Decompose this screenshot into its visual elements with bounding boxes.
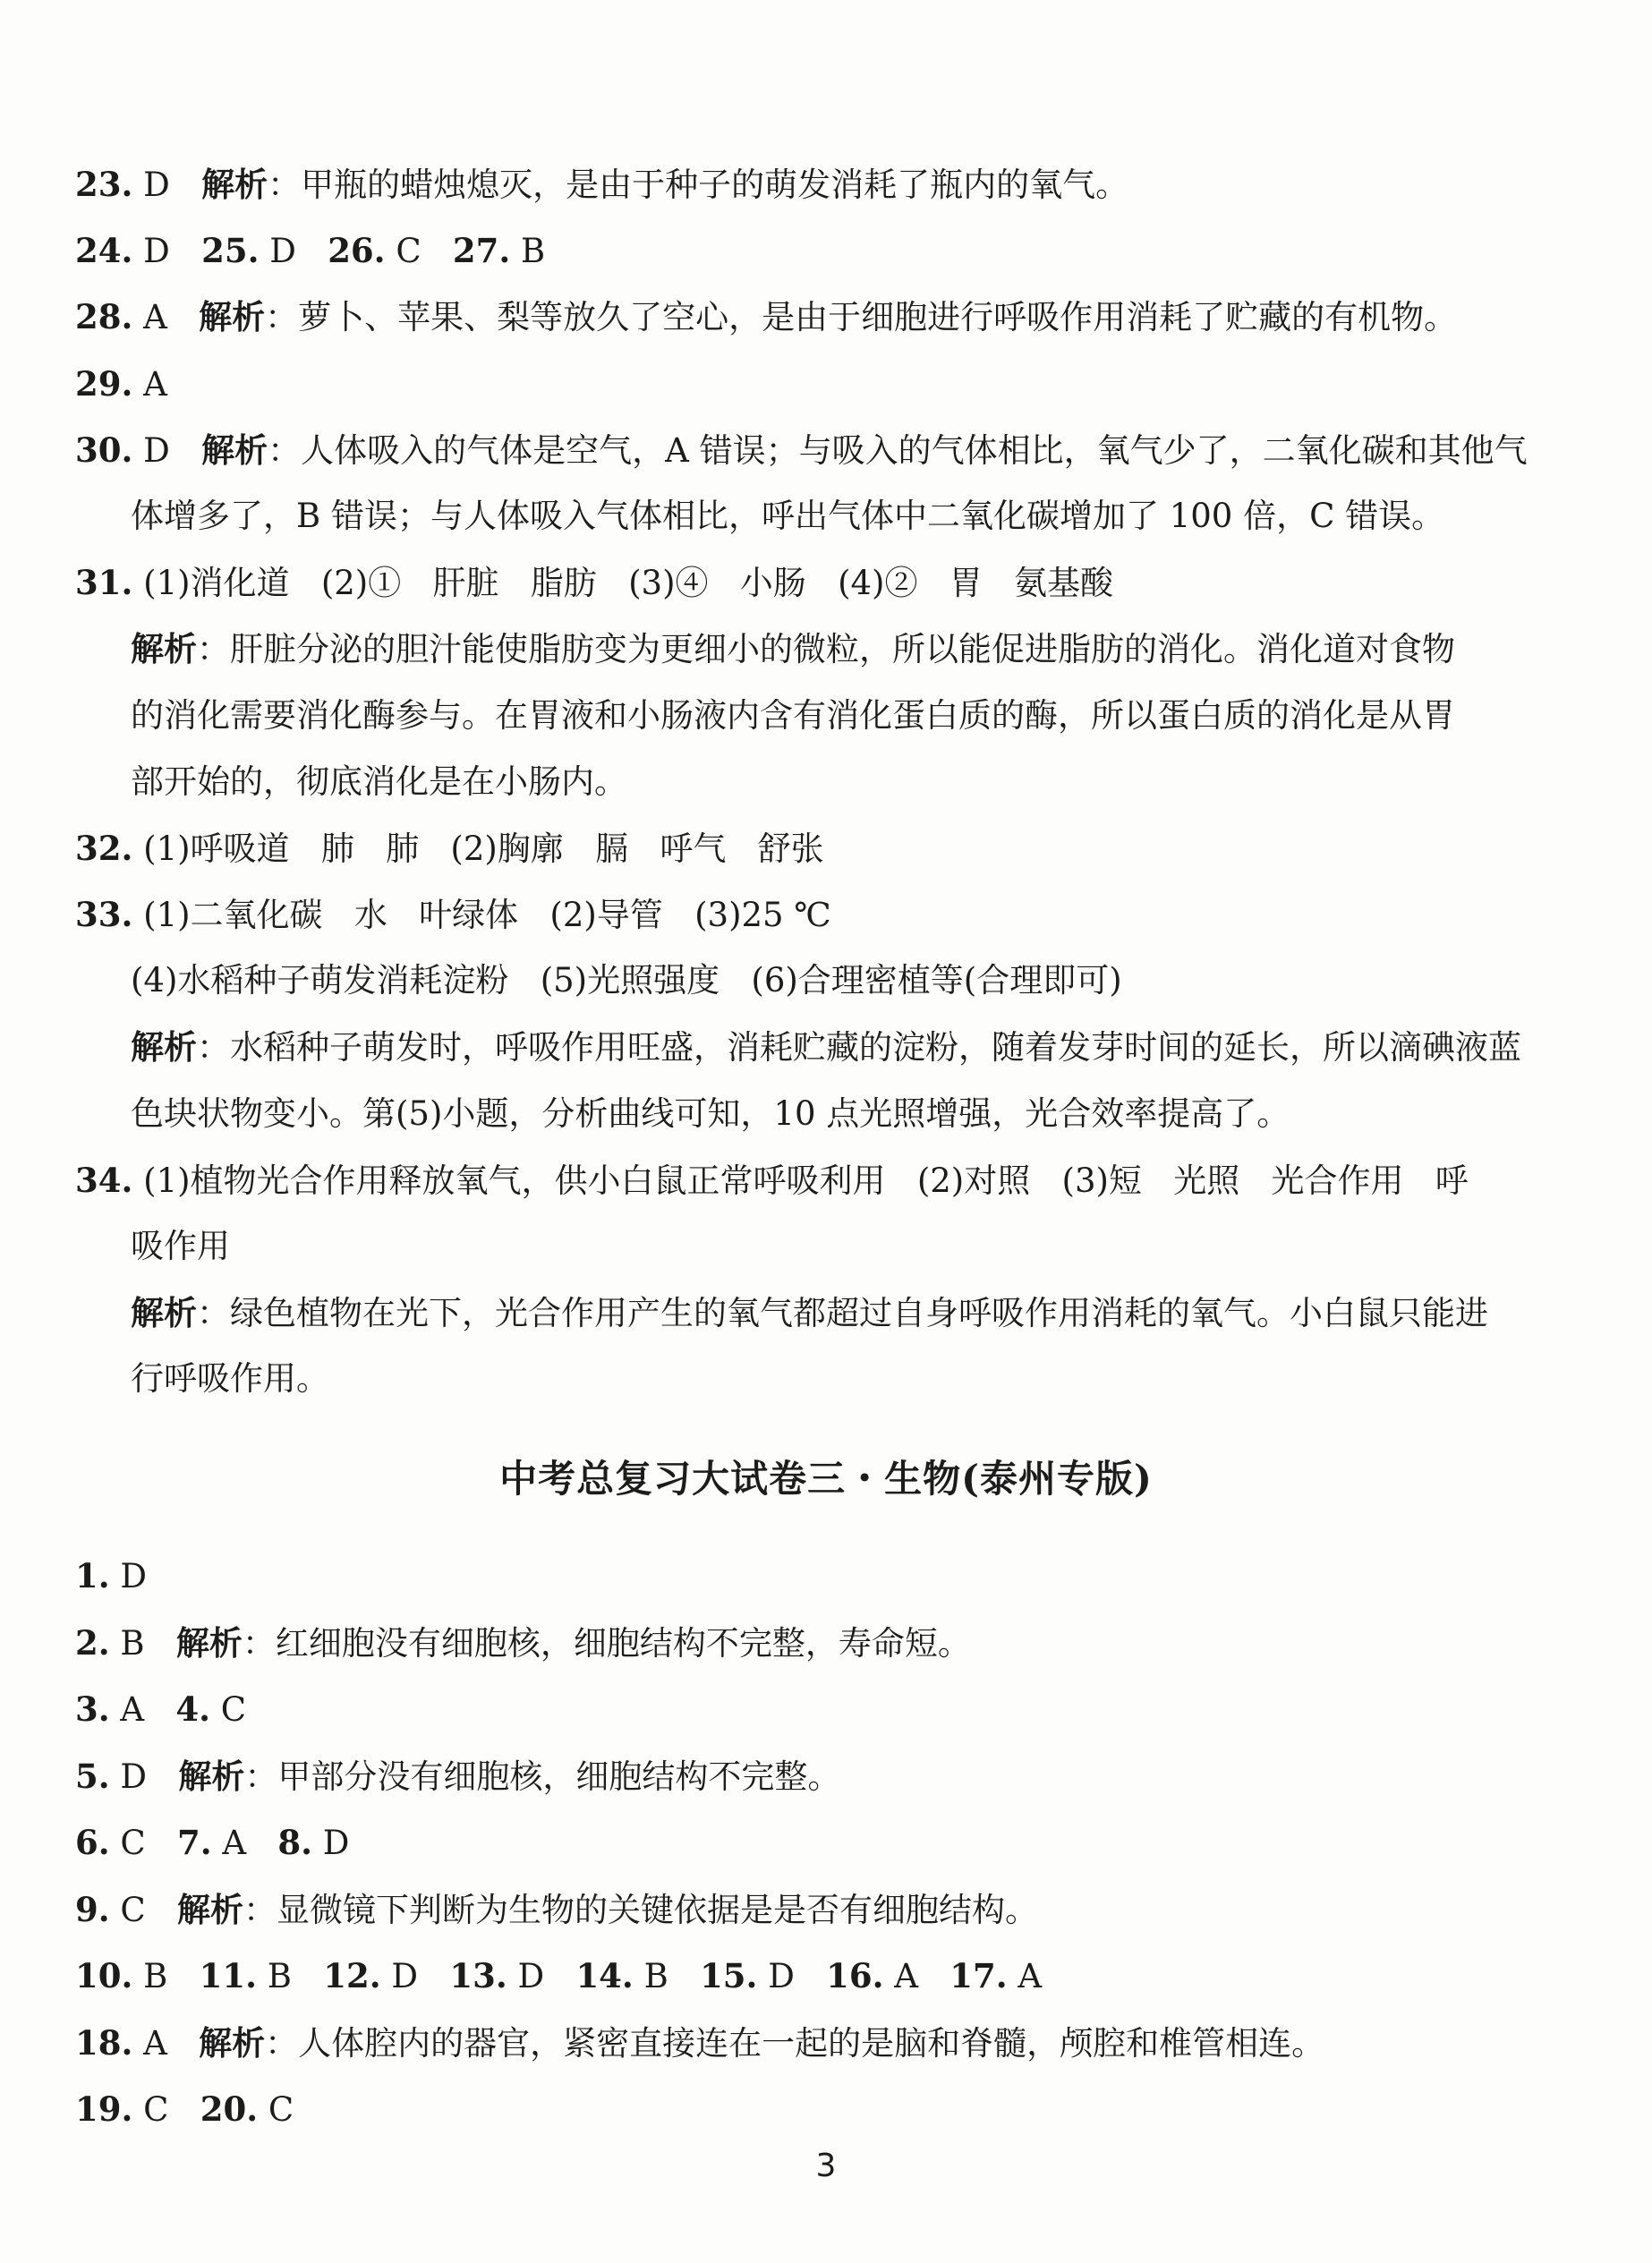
answer-line [75, 483, 1516, 549]
answer-text: D [109, 1757, 179, 1796]
answer-text: C [132, 2090, 200, 2129]
answer-label: 20. [200, 2089, 259, 2129]
answer-line [75, 1081, 1516, 1147]
answer-line [75, 2076, 1516, 2143]
answer-line [75, 417, 1528, 483]
answer-text: ：甲瓶的蜡烛熄灭，是由于种子的萌发消耗了瓶内的氧气。 [268, 166, 1129, 204]
answer-label: 2. [75, 1622, 110, 1663]
answer-text: D [259, 232, 328, 271]
answer-text: A [211, 1824, 278, 1862]
answer-line [75, 284, 1516, 350]
answer-line [75, 815, 1516, 881]
answer-label: 1. [75, 1556, 110, 1595]
answer-label: 3. [75, 1689, 110, 1729]
answer-text: (1)消化道 (2)① 肝脏 脂肪 (3)④ 小肠 (4)② 胃 氨基酸 [132, 564, 1114, 603]
answer-label: 23. [75, 165, 133, 204]
answer-text: ：红细胞没有细胞核，细胞结构不完整，寿命短。 [242, 1623, 971, 1663]
answer-text: D [312, 1824, 350, 1862]
answer-text: ：显微镜下判断为生物的关键依据是是否有细胞结构。 [243, 1890, 1038, 1929]
answer-line [75, 616, 1516, 682]
answer-line [75, 1014, 1521, 1080]
answer-text: B [633, 1957, 701, 1995]
answer-text: (1)二氧化碳 水 叶绿体 (2)导管 (3)25 ℃ [132, 896, 831, 935]
answer-section-taizhou [75, 1543, 1516, 2143]
answer-label: 16. [826, 1956, 884, 1995]
answer-text: (1)植物光合作用释放氧气，供小白鼠正常呼吸利用 (2)对照 (3)短 光照 光合作用 呼 [132, 1161, 1469, 1200]
answer-label: 26. [328, 231, 386, 271]
answer-label: 解析 [131, 629, 197, 669]
answer-line [75, 881, 1516, 948]
answer-text: D [380, 1957, 450, 1995]
answer-label: 6. [75, 1823, 110, 1862]
answer-line [75, 1543, 1516, 1610]
answer-text: D [132, 430, 202, 470]
answer-label: 11. [199, 1956, 257, 1995]
answer-line [75, 1809, 1516, 1876]
answer-label: 9. [75, 1889, 110, 1929]
answer-label: 25. [201, 231, 260, 271]
answer-text: (1)呼吸道 肺 肺 (2)胸廓 膈 呼气 舒张 [132, 829, 824, 868]
answer-line [75, 1943, 1516, 2010]
answer-text: ：人体吸入的气体是空气，A 错误；与吸入的气体相比，氧气少了，二氧化碳和其他气 [268, 430, 1528, 470]
answer-line [75, 1346, 1516, 1412]
answer-label: 12. [323, 1956, 381, 1995]
answer-text: B [510, 232, 546, 271]
answer-text: D [109, 1557, 148, 1595]
answer-text: A [132, 2023, 200, 2063]
answer-text: B [132, 1957, 200, 1995]
answer-line [75, 1610, 1516, 1677]
answer-label: 解析 [175, 1622, 243, 1663]
answer-text: 体增多了，B 错误；与人体吸入气体相比，呼出气体中二氧化碳增加了 100 倍，C 错误。 [131, 496, 1445, 535]
answer-text: C [109, 1824, 177, 1862]
answer-text: D [507, 1957, 576, 1995]
answer-label: 13. [449, 1956, 507, 1995]
answer-label: 解析 [199, 2022, 266, 2063]
answer-label: 8. [277, 1823, 313, 1862]
answer-line [75, 948, 1516, 1014]
answer-label: 解析 [131, 1027, 197, 1068]
answer-line [75, 217, 1516, 284]
page-number: 3 [815, 2148, 837, 2184]
answer-text: A [109, 1690, 176, 1729]
answer-text: C [210, 1690, 247, 1729]
answer-label: 解析 [199, 297, 266, 337]
answer-label: 4. [175, 1689, 211, 1729]
answer-text: ：肝脏分泌的胆汁能使脂肪变为更细小的微粒，所以能促进脂肪的消化。消化道对食物 [197, 630, 1455, 669]
answer-text: A [132, 364, 167, 404]
answer-label: 27. [452, 231, 511, 271]
answer-text: 色块状物变小。第(5)小题，分析曲线可知，10 点光照增强，光合效率提高了。 [131, 1093, 1290, 1133]
answer-text: 行呼吸作用。 [131, 1359, 329, 1399]
answer-label: 24. [75, 231, 133, 271]
answer-line [75, 151, 1516, 217]
answer-label: 18. [75, 2022, 133, 2063]
answer-text: ：水稻种子萌发时，呼吸作用旺盛，消耗贮藏的淀粉，随着发芽时间的延长，所以滴碘液蓝 [197, 1028, 1521, 1068]
answer-label: 解析 [201, 165, 268, 204]
answer-text: A [883, 1957, 950, 1995]
answer-label: 解析 [177, 1889, 243, 1929]
answer-text: B [109, 1623, 176, 1663]
answer-line [75, 1213, 1516, 1280]
answer-text: D [757, 1957, 827, 1995]
answer-line [75, 749, 1516, 815]
answer-label: 30. [75, 430, 133, 470]
answer-section-previous [75, 151, 1528, 1413]
answer-text: A [132, 298, 200, 337]
answer-label: 5. [75, 1756, 110, 1796]
answer-label: 17. [949, 1956, 1008, 1995]
answer-label: 15. [700, 1956, 758, 1995]
answer-text: 吸作用 [131, 1227, 230, 1265]
answer-line [75, 549, 1516, 616]
answer-text: (4)水稻种子萌发消耗淀粉 (5)光照强度 (6)合理密植等(合理即可) [131, 961, 1122, 1000]
answer-text: A [1007, 1957, 1043, 1995]
answer-text: ：绿色植物在光下，光合作用产生的氧气都超过自身呼吸作用消耗的氧气。小白鼠只能进 [197, 1294, 1488, 1333]
answer-label: 32. [75, 828, 133, 868]
answer-label: 7. [177, 1823, 212, 1862]
answer-label: 33. [75, 895, 133, 935]
answer-line [75, 1280, 1516, 1346]
answer-text: ：人体腔内的器官，紧密直接连在一起的是脑和脊髓，颅腔和椎管相连。 [265, 2023, 1325, 2063]
answer-label: 19. [75, 2089, 133, 2129]
answer-label: 解析 [178, 1756, 245, 1796]
answer-label: 解析 [131, 1293, 197, 1333]
answer-text: D [132, 232, 202, 271]
answer-text: C [258, 2090, 294, 2129]
answer-text: D [132, 166, 202, 204]
answer-label: 28. [75, 297, 133, 337]
answer-line [75, 1743, 1516, 1810]
answer-text: C [385, 232, 453, 271]
answer-label: 解析 [201, 430, 268, 470]
answer-line [75, 2010, 1516, 2077]
answer-line [75, 1876, 1516, 1944]
answer-label: 10. [75, 1956, 133, 1995]
answer-line [75, 1147, 1516, 1213]
answer-label: 31. [75, 563, 133, 603]
answer-label: 34. [75, 1160, 133, 1200]
answer-text: B [257, 1957, 324, 1995]
answer-text: C [109, 1890, 177, 1929]
answer-text: 部开始的，彻底消化是在小肠内。 [131, 761, 627, 801]
answer-line [75, 1676, 1516, 1743]
answer-text: 的消化需要消化酶参与。在胃液和小肠液内含有消化蛋白质的酶，所以蛋白质的消化是从胃 [131, 695, 1455, 735]
answer-text: ：甲部分没有细胞核，细胞结构不完整。 [244, 1757, 841, 1796]
answer-line [75, 351, 1516, 417]
section-title: 中考总复习大试卷三・生物(泰州专版) [499, 1457, 1153, 1501]
answer-label: 29. [75, 363, 133, 404]
answer-label: 14. [575, 1956, 634, 1995]
answer-text: ：萝卜、苹果、梨等放久了空心，是由于细胞进行呼吸作用消耗了贮藏的有机物。 [265, 298, 1458, 337]
answer-line [75, 683, 1516, 749]
